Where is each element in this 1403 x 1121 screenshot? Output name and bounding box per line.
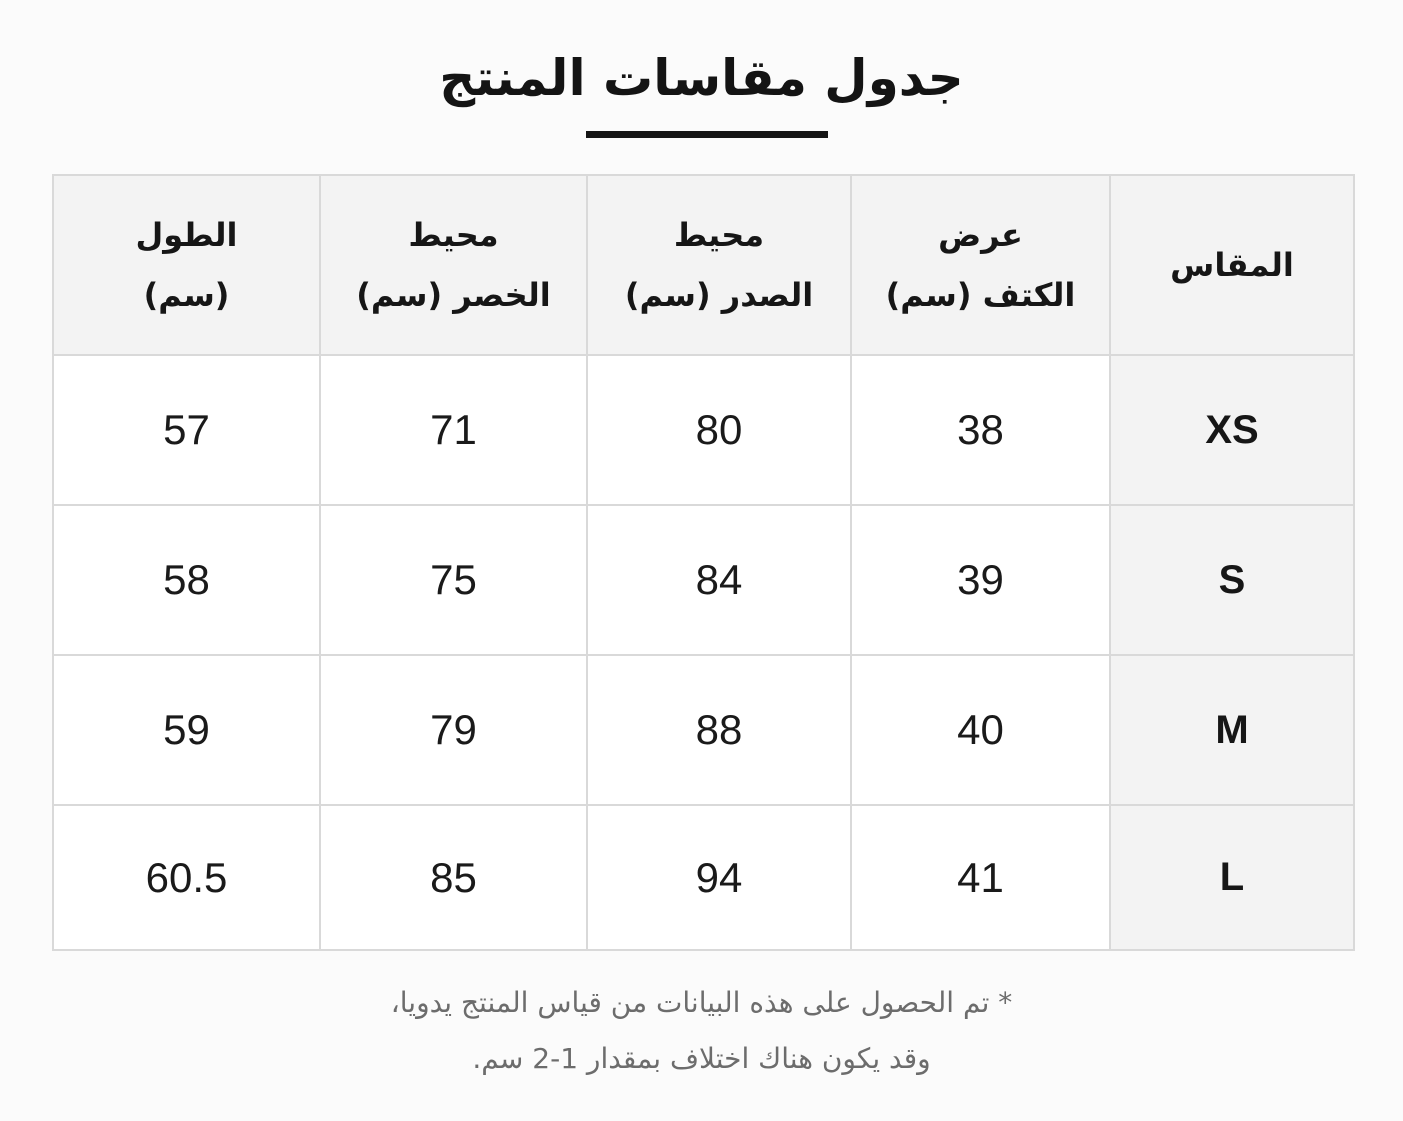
header-shoulder-line1: عرض — [938, 216, 1023, 254]
waist-cell: 85 — [320, 805, 587, 950]
waist-cell: 71 — [320, 355, 587, 505]
length-cell: 59 — [53, 655, 320, 805]
header-length — [53, 175, 320, 355]
shoulder-cell: 39 — [851, 505, 1110, 655]
table-row — [53, 505, 1354, 655]
table-row — [53, 805, 1354, 950]
size-cell: M — [1110, 655, 1354, 805]
length-cell: 57 — [53, 355, 320, 505]
shoulder-cell: 41 — [851, 805, 1110, 950]
shoulder-cell: 38 — [851, 355, 1110, 505]
size-cell: XS — [1110, 355, 1354, 505]
waist-cell: 79 — [320, 655, 587, 805]
header-length-line1: الطول — [135, 216, 238, 254]
note-line-1: * تم الحصول على هذه البيانات من قياس المنتج يدويا، — [390, 986, 1013, 1019]
header-waist-line1: محيط — [408, 216, 499, 254]
waist-cell: 75 — [320, 505, 587, 655]
table-row — [53, 655, 1354, 805]
header-shoulder-width — [851, 175, 1110, 355]
table-row — [53, 355, 1354, 505]
chest-cell: 84 — [587, 505, 851, 655]
table-header-row — [53, 175, 1354, 355]
size-cell: S — [1110, 505, 1354, 655]
chest-cell: 80 — [587, 355, 851, 505]
title-underline — [586, 131, 828, 138]
length-cell: 58 — [53, 505, 320, 655]
header-size-label: المقاس — [1170, 246, 1294, 284]
header-chest-line1: محيط — [673, 216, 765, 254]
length-cell: 60.5 — [53, 805, 320, 950]
chest-cell: 94 — [587, 805, 851, 950]
measurement-note — [0, 975, 1403, 1087]
header-waist-circumference — [320, 175, 587, 355]
size-cell: L — [1110, 805, 1354, 950]
header-size — [1110, 175, 1354, 355]
header-length-line2: (سم) — [143, 276, 230, 314]
size-chart-table — [52, 174, 1355, 951]
header-chest-line2: الصدر (سم) — [624, 276, 814, 314]
note-line-2: وقد يكون هناك اختلاف بمقدار 1-2 سم. — [472, 1042, 931, 1075]
page-title: جدول مقاسات المنتج — [439, 49, 964, 107]
header-waist-line2: الخصر (سم) — [356, 276, 551, 314]
header-chest-circumference — [587, 175, 851, 355]
header-shoulder-line2: الكتف (سم) — [885, 276, 1076, 314]
chest-cell: 88 — [587, 655, 851, 805]
shoulder-cell: 40 — [851, 655, 1110, 805]
